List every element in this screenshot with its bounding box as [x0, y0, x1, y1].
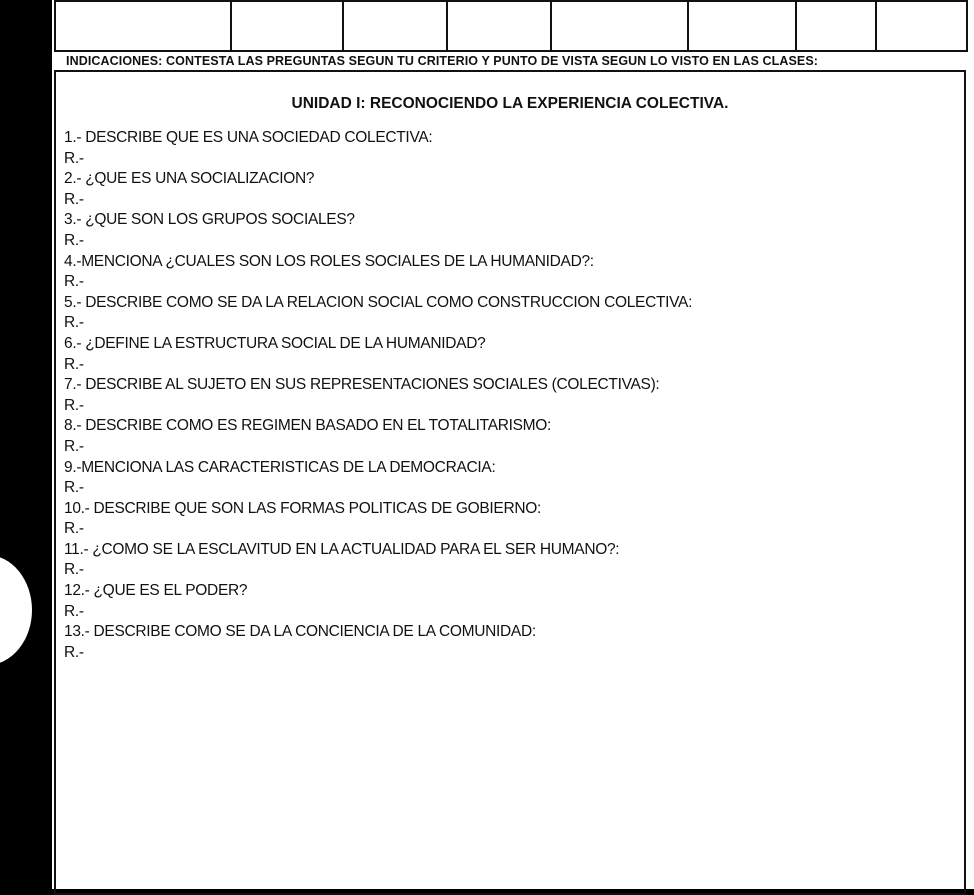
answer-prefix: R.-: [64, 479, 84, 497]
question-text: 10.- DESCRIBE QUE SON LAS FORMAS POLITICAS DE GOBIERNO:: [64, 499, 542, 517]
answer-prefix: R.-: [64, 190, 84, 208]
answer-prefix: R.-: [64, 561, 84, 579]
question-text: 13.- DESCRIBE COMO SE DA LA CONCIENCIA DE LA COMUNIDAD:: [64, 623, 536, 641]
answer-prefix: R.-: [64, 149, 84, 167]
question-text: 8.- DESCRIBE COMO ES REGIMEN BASADO EN EL TOTALITARISMO:: [64, 417, 552, 435]
question-text: 4.-MENCIONA ¿CUALES SON LOS ROLES SOCIALES DE LA HUMANIDAD?:: [64, 252, 594, 270]
question-text: 1.- DESCRIBE QUE ES UNA SOCIEDAD COLECTIVA:: [64, 129, 433, 146]
instructions-text: INDICACIONES: CONTESTA LAS PREGUNTAS SEGUN TU CRITERIO Y PUNTO DE VISTA SEGUN LO VISTO EN LAS CLASES:: [66, 54, 819, 68]
question-text: 11.- ¿COMO SE LA ESCLAVITUD EN LA ACTUALIDAD PARA EL SER HUMANO?:: [64, 540, 620, 558]
header-cell: [876, 1, 967, 51]
question-text: 7.- DESCRIBE AL SUJETO EN SUS REPRESENTACIONES SOCIALES (COLECTIVAS):: [64, 376, 660, 394]
header-cell: [796, 1, 876, 51]
header-cell: [447, 1, 551, 51]
page-edge-shape: [0, 555, 32, 665]
answer-prefix: R.-: [64, 355, 84, 373]
answer-prefix: R.-: [64, 231, 84, 249]
answer-prefix: R.-: [64, 273, 84, 291]
answer-prefix: R.-: [64, 314, 84, 332]
header-cell: [343, 1, 447, 51]
question-text: 2.- ¿QUE ES UNA SOCIALIZACION?: [64, 170, 315, 188]
question-text: 6.- ¿DEFINE LA ESTRUCTURA SOCIAL DE LA HUMANIDAD?: [64, 334, 486, 352]
questions-box: [54, 70, 966, 895]
header-cell: [231, 1, 343, 51]
answer-prefix: R.-: [64, 520, 84, 538]
question-text: 3.- ¿QUE SON LOS GRUPOS SOCIALES?: [64, 211, 355, 229]
question-text: 12.- ¿QUE ES EL PODER?: [64, 582, 248, 600]
answer-prefix: R.-: [64, 396, 84, 414]
unit-title: UNIDAD I: RECONOCIENDO LA EXPERIENCIA COLECTIVA.: [291, 95, 729, 112]
question-list: [64, 128, 944, 663]
header-table: [54, 0, 968, 52]
question-text: 5.- DESCRIBE COMO SE DA LA RELACION SOCIAL COMO CONSTRUCCION COLECTIVA:: [64, 293, 693, 311]
answer-prefix: R.-: [64, 643, 84, 661]
header-cell: [551, 1, 688, 51]
header-table-row: [55, 1, 967, 51]
answer-prefix: R.-: [64, 437, 84, 455]
header-cell: [55, 1, 231, 51]
header-cell: [688, 1, 796, 51]
question-text: 9.-MENCIONA LAS CARACTERISTICAS DE LA DEMOCRACIA:: [64, 458, 496, 476]
answer-prefix: R.-: [64, 602, 84, 620]
